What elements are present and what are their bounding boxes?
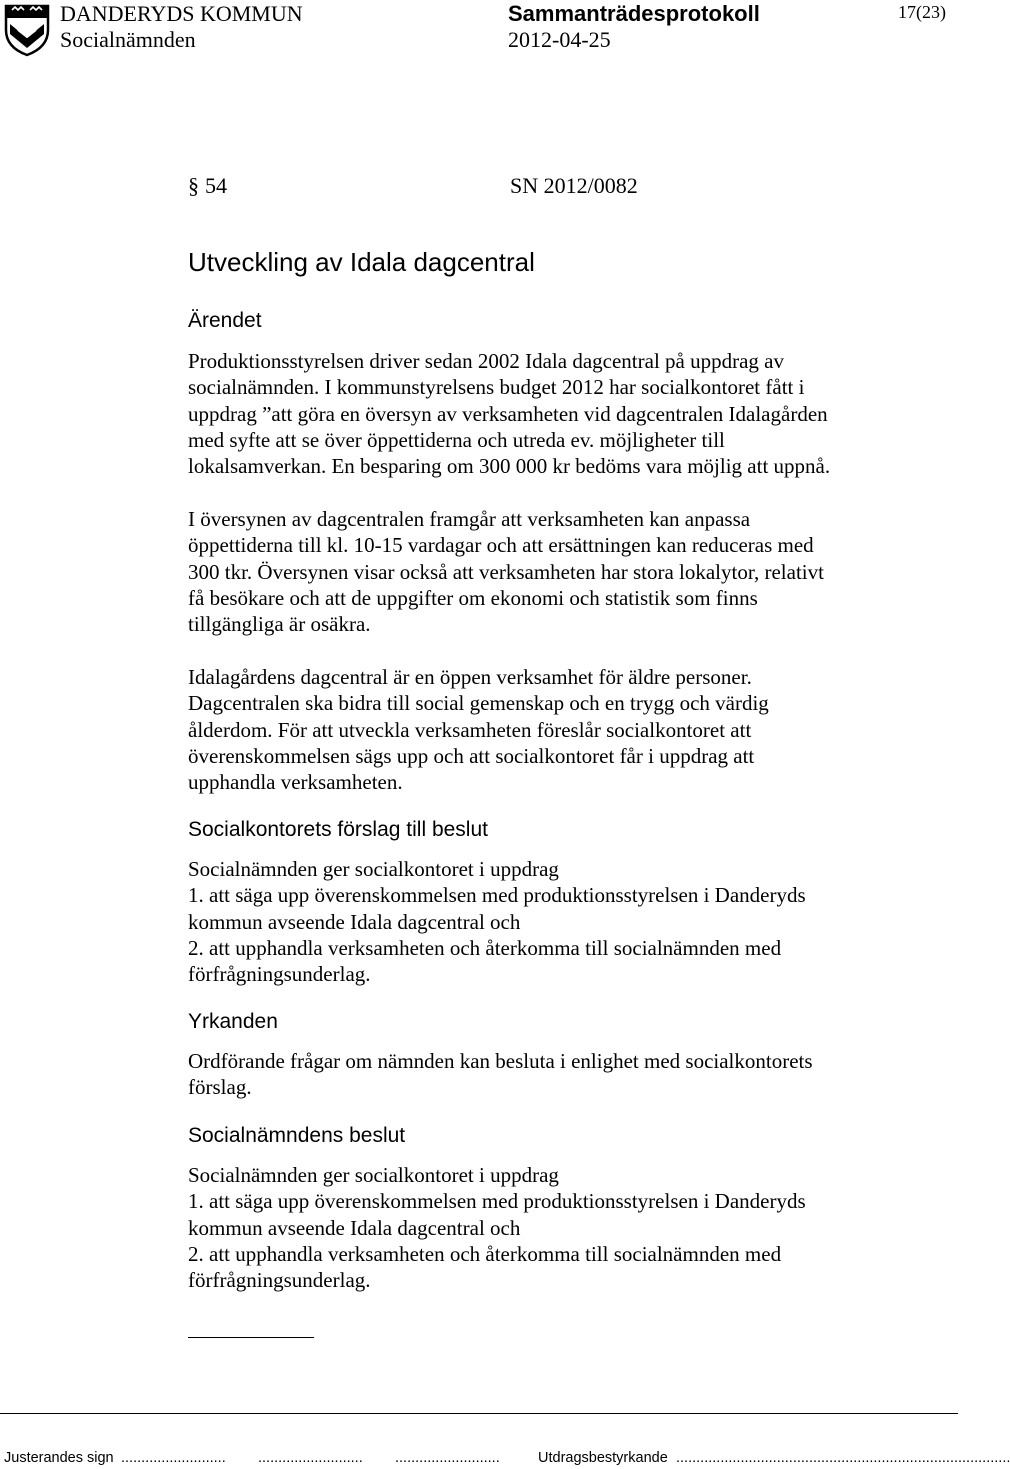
text-line: Dagcentralen ska bidra till social gemenskap och en trygg och värdig: [188, 691, 769, 716]
text-line: Idalagårdens dagcentral är en öppen verksamhet för äldre personer.: [188, 665, 752, 689]
text-line: kommun avseende Idala dagcentral och: [188, 909, 521, 934]
footer-justerandes-label: Justerandes sign: [4, 1450, 114, 1466]
meeting-date: 2012-04-25: [508, 27, 611, 52]
text-line: få besökare och att de uppgifter om ekonomi och statistik som finns: [188, 585, 758, 610]
footer-utdrag-line: ...................................................................................: [676, 1450, 1010, 1466]
text-line: kommun avseende Idala dagcentral och: [188, 1215, 521, 1240]
text-line: 1. att säga upp överenskommelsen med produktionsstyrelsen i Danderyds: [188, 883, 806, 908]
case-title: Utveckling av Idala dagcentral: [188, 247, 535, 277]
committee-name: Socialnämnden: [60, 27, 196, 52]
text-line: förfrågningsunderlag.: [188, 1268, 371, 1293]
arendet-paragraph-3: [188, 664, 888, 795]
municipality-crest-logo: [4, 4, 50, 56]
section-heading-beslut: Socialnämndens beslut: [188, 1124, 406, 1147]
text-line: förfrågningsunderlag.: [188, 962, 371, 987]
text-line: öppettiderna till kl. 10-15 vardagar och att ersättningen kan reduceras med: [188, 533, 814, 558]
text-line: 2. att upphandla verksamheten och återkomma till socialnämnden med: [188, 935, 782, 960]
text-line: upphandla verksamheten.: [188, 770, 403, 795]
footer-signature-line-1: ..........................: [121, 1450, 226, 1466]
text-line: Produktionsstyrelsen driver sedan 2002 Idala dagcentral på uppdrag av: [188, 349, 784, 373]
text-line: tillgängliga är osäkra.: [188, 612, 371, 637]
text-line: 300 tkr. Översynen visar också att verksamheten har stora lokalytor, relativt: [188, 559, 824, 584]
text-line: uppdrag ”att göra en översyn av verksamheten vid dagcentralen Idalagården: [188, 401, 828, 426]
text-line: socialnämnden. I kommunstyrelsens budget 2012 har socialkontoret fått i: [188, 375, 805, 400]
beslut-text: [188, 1162, 888, 1293]
arendet-paragraph-2: [188, 506, 888, 637]
footer-signature-line-3: ..........................: [395, 1450, 500, 1466]
section-heading-forslag: Socialkontorets förslag till beslut: [188, 818, 488, 841]
text-line: med syfte att se över öppettiderna och utreda ev. möjligheter till: [188, 427, 725, 452]
organization-name: DANDERYDS KOMMUN: [60, 1, 303, 26]
section-end-rule: [188, 1337, 314, 1338]
text-line: Socialnämnden ger socialkontoret i uppdrag: [188, 1163, 559, 1187]
page-number: 17(23): [898, 2, 946, 22]
text-line: 2. att upphandla verksamheten och återkomma till socialnämnden med: [188, 1241, 782, 1266]
footer-divider: [0, 1413, 958, 1414]
section-heading-yrkanden: Yrkanden: [188, 1010, 278, 1033]
forslag-text: [188, 856, 888, 987]
footer-utdrag-label: Utdragsbestyrkande: [538, 1450, 668, 1466]
text-line: Socialnämnden ger socialkontoret i uppdrag: [188, 857, 559, 881]
text-line: 1. att säga upp överenskommelsen med produktionsstyrelsen i Danderyds: [188, 1189, 806, 1214]
paragraph-number: 54: [205, 173, 227, 198]
arendet-paragraph-1: [188, 348, 888, 479]
paragraph-sign: §: [188, 173, 199, 198]
text-line: ålderdom. För att utveckla verksamheten föreslår socialkontoret att: [188, 717, 752, 742]
footer-signature-line-2: ..........................: [258, 1450, 363, 1466]
case-reference: SN 2012/0082: [510, 173, 638, 198]
text-line: lokalsamverkan. En besparing om 300 000 kr bedöms vara möjlig att uppnå.: [188, 454, 831, 479]
text-line: förslag.: [188, 1075, 252, 1100]
text-line: överenskommelsen sägs upp och att socialkontoret får i uppdrag att: [188, 743, 755, 768]
text-line: I översynen av dagcentralen framgår att verksamheten kan anpassa: [188, 507, 751, 531]
yrkanden-text: [188, 1048, 888, 1101]
document-type: Sammanträdesprotokoll: [508, 1, 760, 26]
text-line: Ordförande frågar om nämnden kan besluta i enlighet med socialkontorets: [188, 1049, 813, 1073]
section-heading-arendet: Ärendet: [188, 309, 262, 332]
